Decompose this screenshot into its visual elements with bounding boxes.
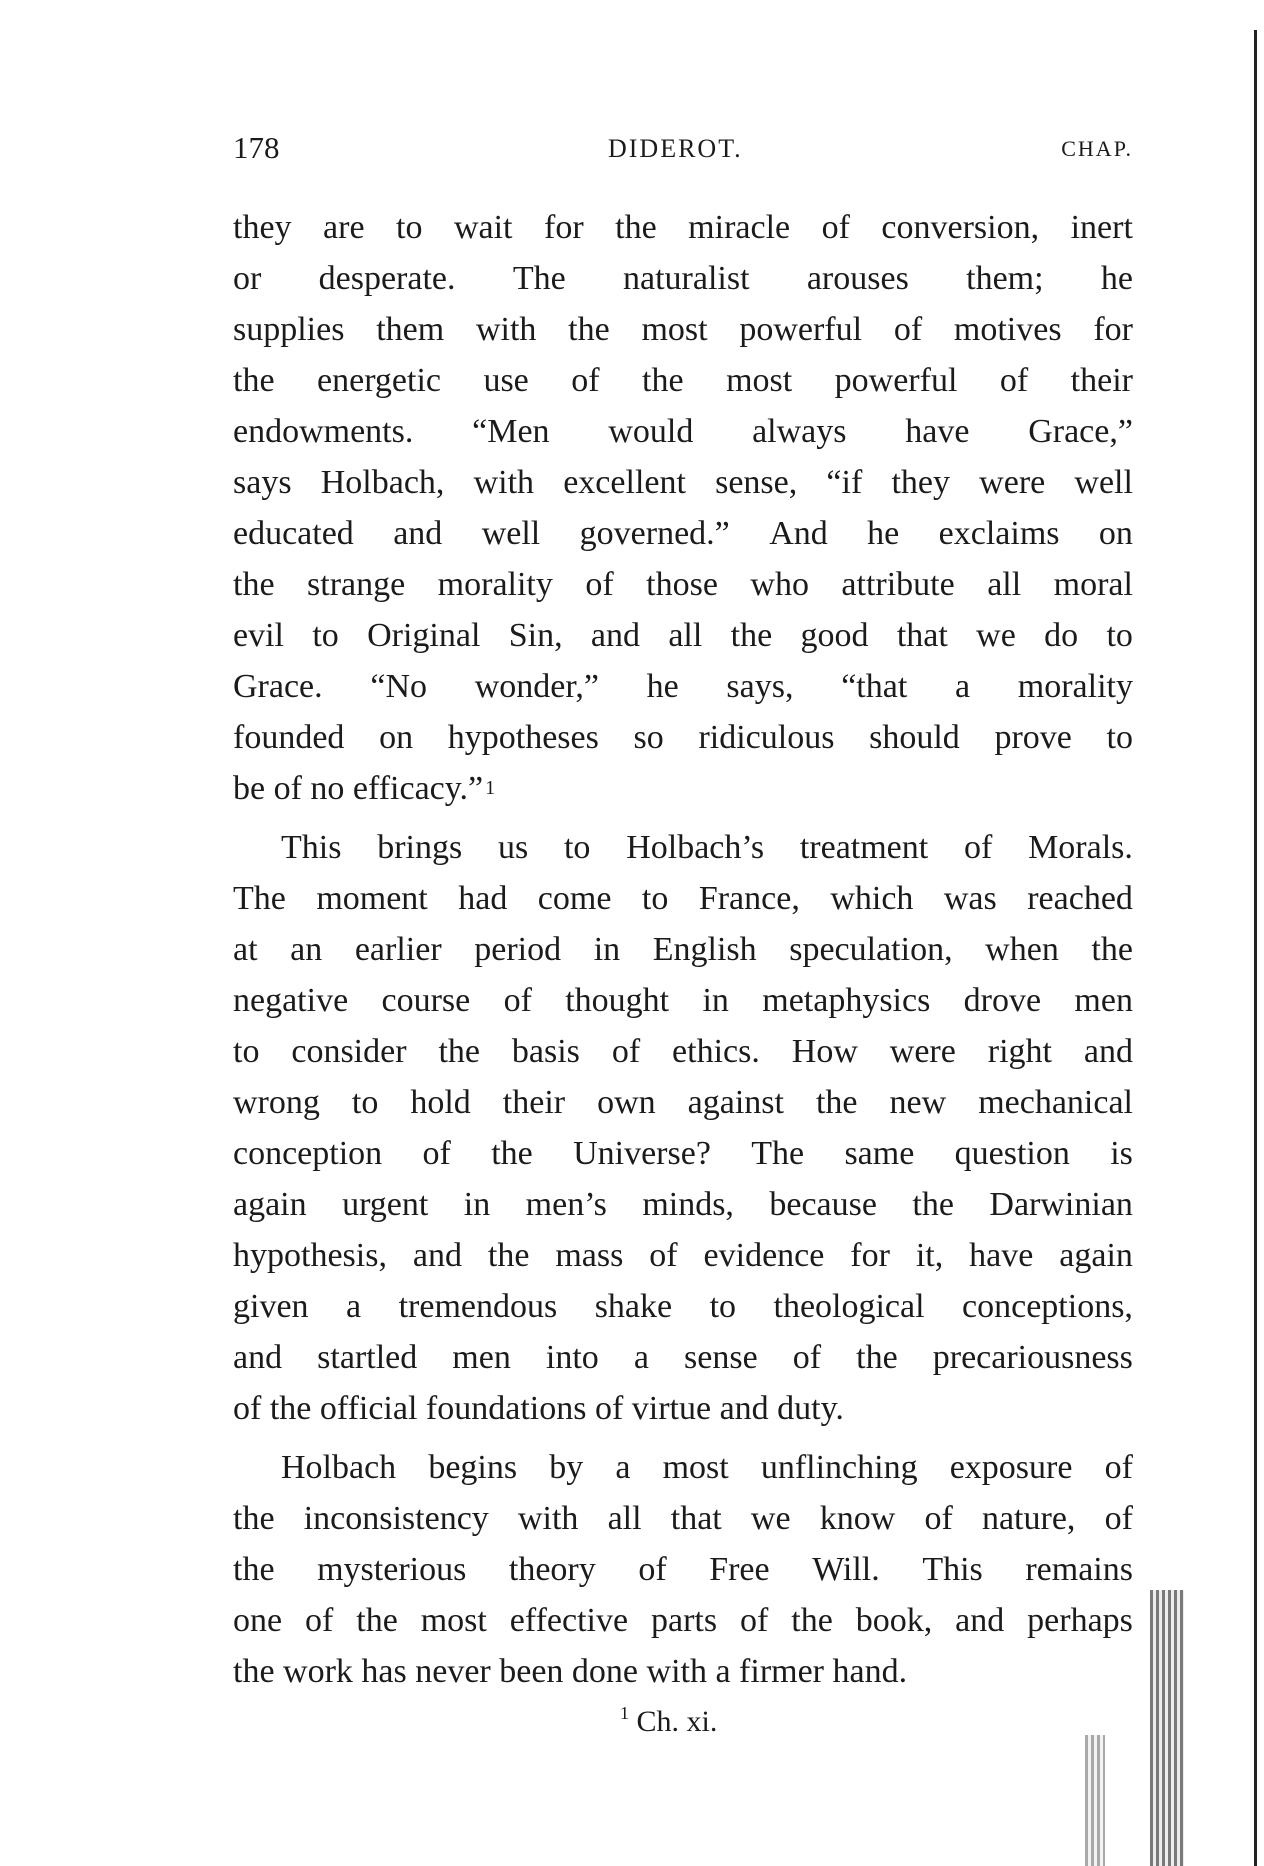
text-line bbox=[233, 406, 1133, 457]
word: thought bbox=[565, 982, 670, 1019]
word: Sin, bbox=[508, 617, 563, 654]
word: should bbox=[869, 719, 960, 756]
word: inconsistency bbox=[303, 1500, 489, 1537]
word: all bbox=[607, 1500, 642, 1537]
word: men’s bbox=[525, 1186, 607, 1223]
word: for bbox=[850, 1237, 890, 1274]
word: wrong bbox=[233, 1084, 320, 1121]
word: This bbox=[922, 1551, 983, 1588]
word: parts bbox=[651, 1602, 718, 1639]
word: “No bbox=[370, 668, 428, 705]
word: urgent bbox=[342, 1186, 429, 1223]
word: the bbox=[1091, 931, 1133, 968]
word: right bbox=[987, 1033, 1052, 1070]
word: founded bbox=[233, 719, 345, 756]
text-line bbox=[233, 202, 1133, 253]
word: them bbox=[376, 311, 445, 348]
text-line bbox=[233, 508, 1133, 559]
word: Grace,” bbox=[1028, 413, 1133, 450]
word: And bbox=[769, 515, 828, 552]
word: book, bbox=[855, 1602, 933, 1639]
word: inert bbox=[1070, 209, 1133, 246]
text-line bbox=[233, 763, 1133, 814]
word: have bbox=[905, 413, 970, 450]
word: says bbox=[233, 464, 292, 501]
text-line bbox=[233, 1383, 1133, 1434]
word: the bbox=[912, 1186, 954, 1223]
word: a bbox=[615, 1449, 631, 1486]
word: energetic bbox=[317, 362, 441, 399]
word: minds, bbox=[642, 1186, 734, 1223]
word: all bbox=[987, 566, 1022, 603]
text-line bbox=[233, 559, 1133, 610]
word: one bbox=[233, 1602, 283, 1639]
word: us bbox=[497, 829, 529, 866]
word: again bbox=[233, 1186, 307, 1223]
text-line bbox=[233, 1595, 1133, 1646]
text-line bbox=[233, 304, 1133, 355]
text-line bbox=[233, 1544, 1133, 1595]
word: that bbox=[896, 617, 948, 654]
text-line bbox=[233, 457, 1133, 508]
word: sense bbox=[684, 1339, 758, 1376]
word: on bbox=[379, 719, 414, 756]
text-line bbox=[233, 1179, 1133, 1230]
word: a bbox=[633, 1339, 649, 1376]
word: Holbach, bbox=[320, 464, 445, 501]
word: of bbox=[1104, 1449, 1133, 1486]
word: of bbox=[649, 1237, 678, 1274]
word: on bbox=[1098, 515, 1133, 552]
word: Original bbox=[367, 617, 481, 654]
word: are bbox=[323, 209, 365, 246]
word: to bbox=[312, 617, 339, 654]
line-text: of the official foundations of virtue and duty. bbox=[233, 1390, 844, 1427]
word: endowments. bbox=[233, 413, 414, 450]
word: their bbox=[502, 1084, 566, 1121]
word: drove bbox=[963, 982, 1042, 1019]
footnote-reference: 1 bbox=[485, 777, 496, 799]
word: This bbox=[281, 829, 342, 866]
word: hypotheses bbox=[447, 719, 599, 756]
word: to bbox=[351, 1084, 379, 1121]
word: Holbach bbox=[281, 1449, 397, 1486]
word: in bbox=[593, 931, 621, 968]
word: to bbox=[1106, 617, 1133, 654]
word: tremendous bbox=[398, 1288, 558, 1325]
word: The bbox=[512, 260, 566, 297]
word: the bbox=[487, 1237, 530, 1274]
word: Free bbox=[709, 1551, 770, 1588]
word: moral bbox=[1053, 566, 1133, 603]
text-line bbox=[233, 1026, 1133, 1077]
binding-shadow bbox=[1150, 1590, 1184, 1866]
word: theological bbox=[773, 1288, 925, 1325]
word: when bbox=[985, 931, 1059, 968]
word: with bbox=[473, 464, 535, 501]
word: consider bbox=[291, 1033, 407, 1070]
word: that bbox=[670, 1500, 722, 1537]
word: the bbox=[856, 1339, 898, 1376]
word: is bbox=[1110, 1135, 1133, 1172]
word: the bbox=[615, 209, 657, 246]
word: he bbox=[1100, 260, 1133, 297]
body-text bbox=[233, 202, 1133, 1697]
text-line bbox=[233, 1128, 1133, 1179]
word: mysterious bbox=[317, 1551, 467, 1588]
word: speculation, bbox=[789, 931, 953, 968]
word: of bbox=[422, 1135, 451, 1172]
word: the bbox=[815, 1084, 858, 1121]
word: question bbox=[954, 1135, 1070, 1172]
word: of bbox=[611, 1033, 641, 1070]
word: well bbox=[1074, 464, 1133, 501]
word: and bbox=[955, 1602, 1005, 1639]
word: metaphysics bbox=[762, 982, 931, 1019]
word: the bbox=[568, 311, 610, 348]
text-line bbox=[233, 1646, 1133, 1697]
word: the bbox=[233, 566, 275, 603]
word: good bbox=[800, 617, 869, 654]
word: strange bbox=[307, 566, 406, 603]
word: The bbox=[751, 1135, 805, 1172]
word: effective bbox=[509, 1602, 629, 1639]
text-line bbox=[233, 253, 1133, 304]
word: hypothesis, bbox=[233, 1237, 387, 1274]
word: the bbox=[642, 362, 684, 399]
word: period bbox=[474, 931, 562, 968]
word: given bbox=[233, 1288, 309, 1325]
word: for bbox=[1093, 311, 1133, 348]
word: moment bbox=[316, 880, 428, 917]
word: of bbox=[571, 362, 600, 399]
word: of bbox=[999, 362, 1029, 399]
word: ridiculous bbox=[698, 719, 835, 756]
word: do bbox=[1044, 617, 1079, 654]
word: men bbox=[1074, 982, 1133, 1019]
word: attribute bbox=[841, 566, 955, 603]
word: most bbox=[726, 362, 793, 399]
word: he bbox=[867, 515, 900, 552]
running-title: DIDEROT. bbox=[608, 134, 743, 163]
word: motives bbox=[953, 311, 1062, 348]
word: wonder,” bbox=[474, 668, 599, 705]
line-text: be of no efficacy.” bbox=[233, 770, 484, 807]
text-line bbox=[233, 975, 1133, 1026]
word: their bbox=[1070, 362, 1133, 399]
word: to bbox=[641, 880, 669, 917]
word: they bbox=[891, 464, 950, 501]
footnote bbox=[620, 1703, 717, 1739]
word: and bbox=[590, 617, 641, 654]
word: had bbox=[458, 880, 508, 917]
text-line bbox=[233, 610, 1133, 661]
binding-shadow-faint bbox=[1085, 1735, 1105, 1866]
word: of bbox=[893, 311, 923, 348]
word: Darwinian bbox=[989, 1186, 1133, 1223]
word: the bbox=[491, 1135, 533, 1172]
text-line bbox=[233, 924, 1133, 975]
word: the bbox=[438, 1033, 480, 1070]
word: so bbox=[633, 719, 664, 756]
word: earlier bbox=[354, 931, 442, 968]
word: of bbox=[740, 1602, 769, 1639]
word: new bbox=[889, 1084, 947, 1121]
text-line bbox=[233, 712, 1133, 763]
word: to bbox=[233, 1033, 260, 1070]
word: own bbox=[597, 1084, 656, 1121]
word: and bbox=[393, 515, 443, 552]
word: always bbox=[752, 413, 847, 450]
word: evil bbox=[233, 617, 284, 654]
word: miracle bbox=[688, 209, 791, 246]
word: nature, bbox=[981, 1500, 1076, 1537]
word: we bbox=[750, 1500, 791, 1537]
word: “Men bbox=[472, 413, 550, 450]
word: sense, bbox=[715, 464, 798, 501]
text-line bbox=[233, 822, 1133, 873]
word: of bbox=[503, 982, 532, 1019]
word: educated bbox=[233, 515, 354, 552]
word: in bbox=[702, 982, 729, 1019]
word: know bbox=[819, 1500, 896, 1537]
word: basis bbox=[511, 1033, 580, 1070]
word: wait bbox=[453, 209, 513, 246]
word: remains bbox=[1025, 1551, 1133, 1588]
word: startled bbox=[317, 1339, 418, 1376]
word: to bbox=[1106, 719, 1133, 756]
word: exposure bbox=[949, 1449, 1073, 1486]
word: because bbox=[769, 1186, 877, 1223]
word: How bbox=[791, 1033, 858, 1070]
word: he bbox=[646, 668, 679, 705]
word: says, bbox=[726, 668, 794, 705]
word: men bbox=[452, 1339, 511, 1376]
word: “that bbox=[841, 668, 908, 705]
word: the bbox=[233, 1551, 275, 1588]
word: of bbox=[638, 1551, 667, 1588]
text-line bbox=[233, 1077, 1133, 1128]
word: and bbox=[1083, 1033, 1133, 1070]
word: most bbox=[641, 311, 708, 348]
word: Will. bbox=[812, 1551, 880, 1588]
word: conception bbox=[233, 1135, 383, 1172]
text-line bbox=[233, 1332, 1133, 1383]
word: of bbox=[821, 209, 850, 246]
word: come bbox=[537, 880, 612, 917]
word: excellent bbox=[563, 464, 686, 501]
word: exclaims bbox=[938, 515, 1060, 552]
word: precariousness bbox=[932, 1339, 1133, 1376]
word: negative bbox=[233, 982, 349, 1019]
word: prove bbox=[994, 719, 1072, 756]
word: have bbox=[969, 1237, 1034, 1274]
text-line bbox=[233, 355, 1133, 406]
footnote-marker: 1 bbox=[620, 1703, 629, 1723]
text-line bbox=[233, 1442, 1133, 1493]
word: morality bbox=[1017, 668, 1133, 705]
word: English bbox=[652, 931, 757, 968]
word: The bbox=[233, 880, 286, 917]
word: by bbox=[549, 1449, 584, 1486]
word: theory bbox=[508, 1551, 596, 1588]
word: to bbox=[709, 1288, 737, 1325]
word: Holbach’s bbox=[626, 829, 765, 866]
word: same bbox=[844, 1135, 915, 1172]
word: for bbox=[544, 209, 584, 246]
word: conversion, bbox=[881, 209, 1040, 246]
word: shake bbox=[594, 1288, 673, 1325]
word: arouses bbox=[806, 260, 909, 297]
word: “if bbox=[826, 464, 863, 501]
word: in bbox=[463, 1186, 491, 1223]
word: evidence bbox=[703, 1237, 825, 1274]
word: reached bbox=[1027, 880, 1133, 917]
word: of bbox=[792, 1339, 822, 1376]
word: treatment bbox=[799, 829, 929, 866]
word: the bbox=[233, 1500, 275, 1537]
word: and bbox=[233, 1339, 283, 1376]
word: ethics. bbox=[672, 1033, 760, 1070]
word: who bbox=[750, 566, 809, 603]
word: governed.” bbox=[579, 515, 730, 552]
word: morality bbox=[437, 566, 553, 603]
word: France, bbox=[698, 880, 800, 917]
word: again bbox=[1059, 1237, 1133, 1274]
word: a bbox=[346, 1288, 362, 1325]
word: Universe? bbox=[573, 1135, 711, 1172]
word: a bbox=[954, 668, 971, 705]
word: Grace. bbox=[233, 668, 323, 705]
text-line bbox=[233, 661, 1133, 712]
word: naturalist bbox=[623, 260, 750, 297]
page-header bbox=[233, 130, 1133, 170]
word: most bbox=[420, 1602, 487, 1639]
word: and bbox=[412, 1237, 462, 1274]
word: mechanical bbox=[978, 1084, 1133, 1121]
word: with bbox=[517, 1500, 579, 1537]
word: the bbox=[233, 362, 275, 399]
word: to bbox=[563, 829, 591, 866]
text-line bbox=[233, 1230, 1133, 1281]
word: would bbox=[608, 413, 694, 450]
word: an bbox=[290, 931, 323, 968]
word: which bbox=[830, 880, 914, 917]
word: with bbox=[475, 311, 537, 348]
page-number: 178 bbox=[233, 130, 280, 165]
word: mass bbox=[555, 1237, 624, 1274]
word: to bbox=[396, 209, 423, 246]
word: hold bbox=[410, 1084, 471, 1121]
word: of bbox=[924, 1500, 953, 1537]
word: into bbox=[545, 1339, 599, 1376]
word: perhaps bbox=[1027, 1602, 1133, 1639]
word: powerful bbox=[834, 362, 958, 399]
word: unflinching bbox=[760, 1449, 918, 1486]
line-text: the work has never been done with a firmer hand. bbox=[233, 1653, 908, 1690]
word: use bbox=[483, 362, 529, 399]
word: begins bbox=[428, 1449, 518, 1486]
word: of bbox=[585, 566, 614, 603]
word: the bbox=[791, 1602, 833, 1639]
word: them; bbox=[966, 260, 1044, 297]
word: conceptions, bbox=[962, 1288, 1133, 1325]
word: were bbox=[889, 1033, 956, 1070]
word: was bbox=[943, 880, 997, 917]
word: all bbox=[668, 617, 703, 654]
word: supplies bbox=[233, 311, 345, 348]
word: the bbox=[356, 1602, 398, 1639]
word: they bbox=[233, 209, 292, 246]
footnote-text: Ch. xi. bbox=[636, 1705, 718, 1738]
word: or bbox=[233, 260, 262, 297]
word: of bbox=[963, 829, 993, 866]
word: most bbox=[662, 1449, 729, 1486]
word: Morals. bbox=[1028, 829, 1133, 866]
word: powerful bbox=[739, 311, 863, 348]
text-line bbox=[233, 873, 1133, 924]
word: against bbox=[687, 1084, 784, 1121]
word: we bbox=[976, 617, 1016, 654]
word: well bbox=[481, 515, 541, 552]
word: the bbox=[730, 617, 773, 654]
word: it, bbox=[915, 1237, 944, 1274]
text-line bbox=[233, 1281, 1133, 1332]
word: desperate. bbox=[318, 260, 456, 297]
word: of bbox=[1104, 1500, 1133, 1537]
word: brings bbox=[377, 829, 463, 866]
text-line bbox=[233, 1493, 1133, 1544]
binding-edge bbox=[1254, 30, 1257, 1866]
word: course bbox=[381, 982, 471, 1019]
chapter-label: CHAP. bbox=[1061, 136, 1133, 161]
word: were bbox=[979, 464, 1046, 501]
word: of bbox=[305, 1602, 334, 1639]
word: those bbox=[646, 566, 718, 603]
word: at bbox=[233, 931, 258, 968]
